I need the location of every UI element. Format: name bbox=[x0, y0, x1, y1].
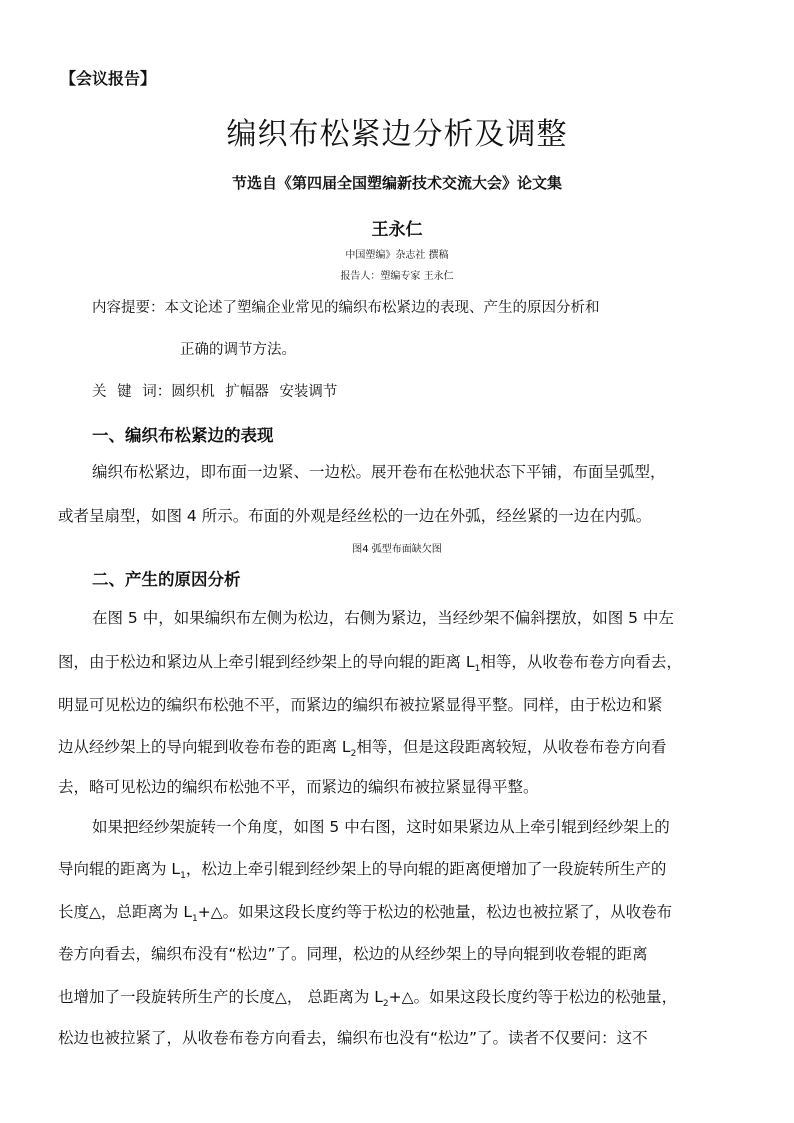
p2-line: 也增加了一段旋转所生产的长度△， 总距离为 $L_2+\triangle$。如果这段长度约等于松边的松弛量， bbox=[58, 988, 678, 1010]
figure-caption: 图4 弧型布面缺欠图 bbox=[352, 544, 442, 555]
publisher-note: 中国塑编》杂志社 撰稿 bbox=[345, 250, 449, 261]
p1-line: 边从经纱架上的导向辊到收卷布卷的距离 $L_2$相等，但是这段距离较短，从收卷布卷方向看 bbox=[58, 738, 667, 760]
p1-line: 去，略可见松边的编织布松弛不平，而紧边的编织布被拉紧显得平整。 bbox=[58, 778, 539, 796]
report-tag: 【会议报告】 bbox=[60, 69, 157, 88]
page-title: 编织布松紧边分析及调整 bbox=[226, 117, 568, 152]
section1-line: 或者呈扇型，如图 4 所示。布面的外观是经丝松的一边在外弧，经丝紧的一边在内弧。 bbox=[58, 507, 652, 525]
section1-line: 编织布松紧边，即布面一边紧、一边松。展开卷布在松弛状态下平铺，布面呈弧型， bbox=[92, 463, 666, 481]
p2-line: 长度△，总距离为 $L_1+\triangle$。如果这段长度约等于松边的松弛量，松边也被拉紧了，从收卷布 bbox=[58, 903, 673, 925]
keywords: 关 键 词：圆织机 扩幅器 安装调节 bbox=[92, 384, 338, 400]
p1-line: 明显可见松边的编织布松弛不平，而紧边的编织布被拉紧显得平整。同样，由于松边和紧 bbox=[58, 696, 663, 714]
author: 王永仁 bbox=[371, 220, 423, 240]
abstract-line-2: 正确的调节方法。 bbox=[180, 342, 296, 358]
p1-line: 图，由于松边和紧边从上牵引辊到经纱架上的导向辊的距离 $L_1$相等，从收卷布卷方向看去， bbox=[58, 653, 682, 675]
p2-line: 如果把经纱架旋转一个角度，如图 5 中右图，这时如果紧边从上牵引辊到经纱架上的 bbox=[92, 818, 670, 836]
p2-line: 松边也被拉紧了，从收卷布卷方向看去，编织布也没有“松边”了。读者不仅要问：这不 bbox=[58, 1029, 648, 1047]
abstract-line-1: 内容提要：本文论述了塑编企业常见的编织布松紧边的表现、产生的原因分析和 bbox=[92, 300, 600, 316]
p2-line: 卷方向看去，编织布没有“松边”了。同理，松边的从经纱架上的导向辊到收卷辊的距离 bbox=[58, 945, 648, 963]
subtitle: 节选自《第四届全国塑编新技术交流大会》论文集 bbox=[231, 174, 562, 192]
section-heading-1: 一、编织布松紧边的表现 bbox=[92, 426, 274, 445]
p1-line: 在图 5 中，如果编织布左侧为松边，右侧为紧边，当经纱架不偏斜摆放，如图 5 中左 bbox=[92, 609, 674, 627]
p2-line: 导向辊的距离为 $L_1$，松边上牵引辊到经纱架上的导向辊的距离便增加了一段旋转所生产的 bbox=[58, 860, 667, 882]
section-heading-2: 二、产生的原因分析 bbox=[92, 570, 241, 589]
reporter-note: 报告人：塑编专家 王永仁 bbox=[340, 271, 454, 282]
